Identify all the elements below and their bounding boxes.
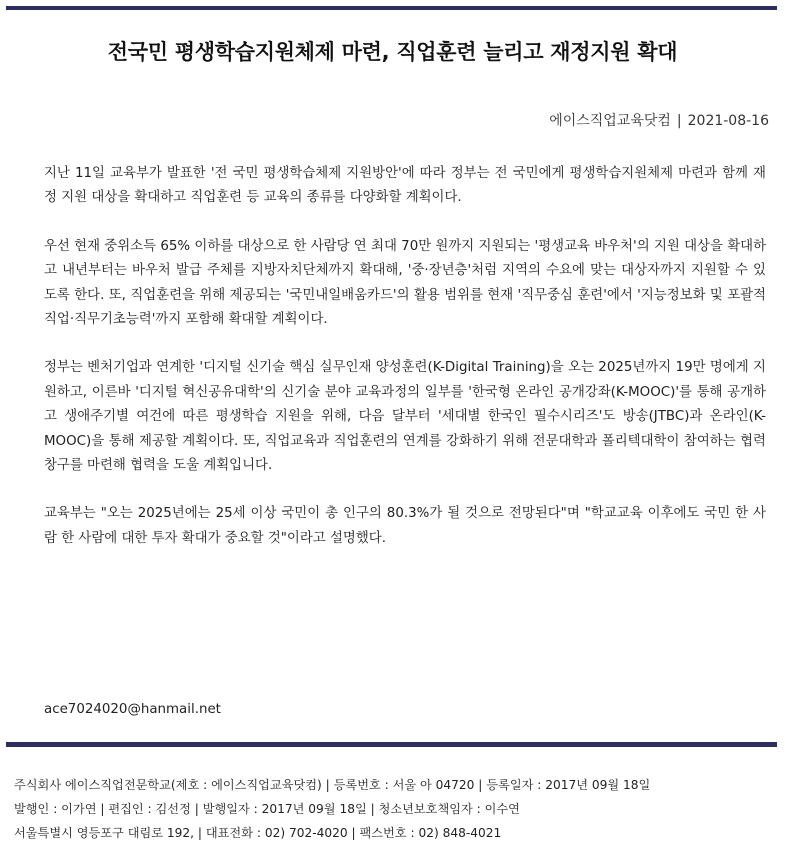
site-footer [14, 773, 774, 845]
footer-address-line: 서울특별시 영등포구 대림로 192, | 대표전화 : 02) 702-4020 | 팩스번호 : 02) 848-4021 [14, 826, 502, 840]
footer-company-line: 주식회사 에이스직업전문학교(제호 : 에이스직업교육닷컴) | 등록번호 : 서울 아 04720 | 등록일자 : 2017년 09월 18일 [14, 778, 651, 792]
article-paragraph: 우선 현재 중위소득 65% 이하를 대상으로 한 사람당 연 최대 70만 원까지 지원되는 '평생교육 바우처'의 지원 대상을 확대하고 내년부터는 바우처 발급 주체를 지방자치단체까지 확대해, '중·장년층'처럼 지역의 수요에 맞는 대상자까지 지원할 수 있도록 한다. 또, 직업훈련을 위해 제공되는 '국민내일배움카드'의 활용 범위를 현재 '직무중심 훈련'에서 '지능정보화 및 포괄적 직업·직무기초능력'까지 포함해 확대할 계획이다. [44, 238, 766, 328]
footer-publisher-line: 발행인 : 이가연 | 편집인 : 김선정 | 발행일자 : 2017년 09월 18일 | 청소년보호책임자 : 이수연 [14, 802, 520, 816]
article-body [44, 162, 766, 575]
byline-separator: | [676, 113, 682, 129]
article-byline [549, 110, 769, 130]
reporter-email: ace7024020@hanmail.net [44, 702, 221, 717]
article-paragraph: 지난 11일 교육부가 발표한 '전 국민 평생학습체제 지원방안'에 따라 정부는 전 국민에게 평생학습지원체제 마련과 함께 재정 지원 대상을 확대하고 직업훈련 등 교육의 종류를 다양화할 계획이다. [44, 166, 766, 206]
article-paragraph: 교육부는 "오는 2025년에는 25세 이상 국민이 총 인구의 80.3%가 될 것으로 전망된다"며 "학교교육 이후에도 국민 한 사람 한 사람에 대한 투자 확대가 중요할 것"이라고 설명했다. [44, 506, 766, 546]
footer-divider [6, 742, 777, 747]
article-paragraph: 정부는 벤처기업과 연계한 '디지털 신기술 핵심 실무인재 양성훈련(K-Digital Training)을 오는 2025년까지 19만 명에게 지원하고, 이른바 '디지털 혁신공유대학'의 신기술 분야 교육과정의 일부를 '한국형 온라인 공개강좌(K-MOOC)'를 통해 공개하고 생애주기별 여건에 따른 평생학습 지원을 위해, 다음 달부터 '세대별 한국인 필수시리즈'도 방송(JTBC)과 온라인(K-MOOC)을 통해 제공할 계획이다. 또, 직업교육과 직업훈련의 연계를 강화하기 위해 전문대학과 폴리텍대학이 참여하는 협력 창구를 마련해 협력을 도울 계획입니다. [44, 360, 766, 474]
header-divider [6, 6, 777, 10]
article-date: 2021-08-16 [687, 113, 769, 129]
article-title: 전국민 평생학습지원체제 마련, 직업훈련 늘리고 재정지원 확대 [107, 40, 678, 64]
article-source: 에이스직업교육닷컴 [549, 113, 671, 129]
